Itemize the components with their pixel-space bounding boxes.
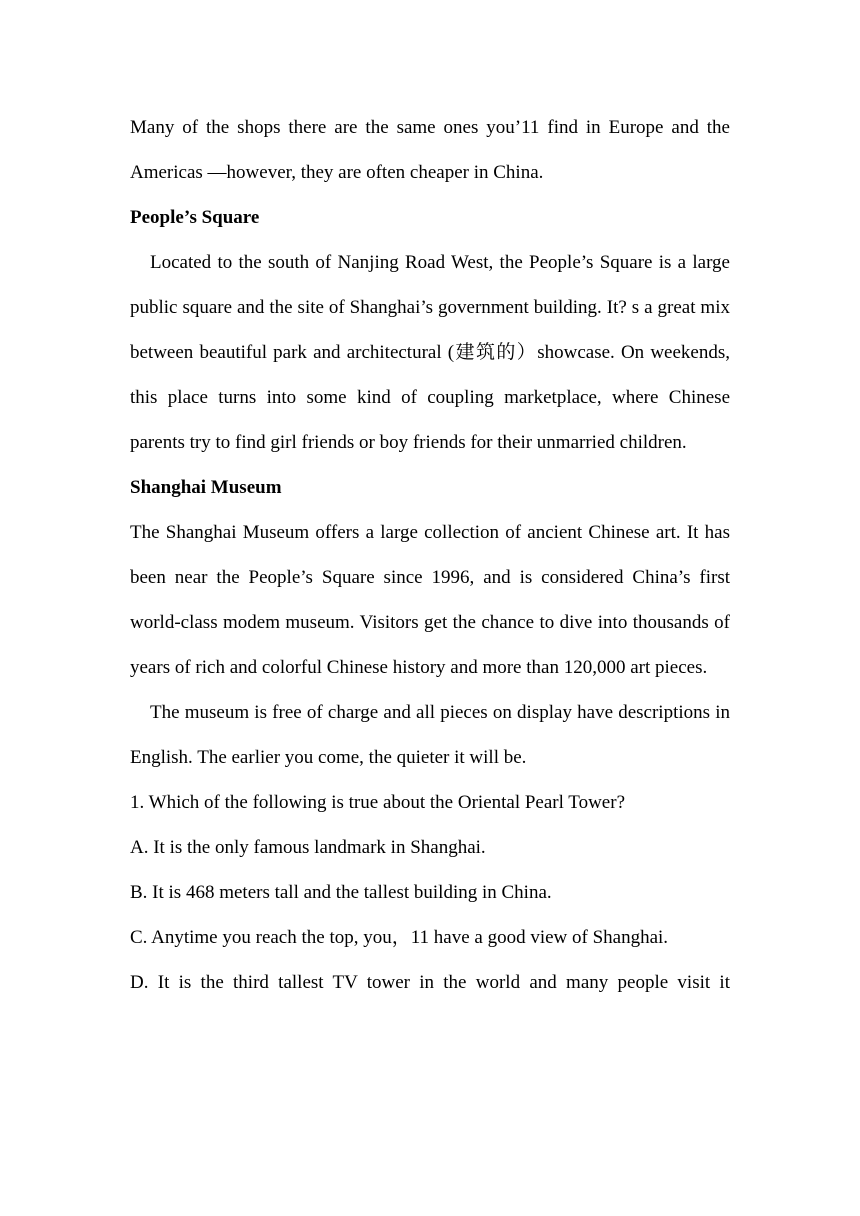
document-body bbox=[130, 105, 730, 1005]
question-1-option-c: C. Anytime you reach the top, you，11 have a good view of Shanghai. bbox=[130, 927, 669, 948]
paragraph-shops: Many of the shops there are the same ones you’11 find in Europe and the Americas —however, they are often cheaper in China. bbox=[130, 117, 730, 183]
paragraph-peoples-square: Located to the south of Nanjing Road West, the People’s Square is a large public square and the site of Shanghai’s government building. It? s a great mix between beautiful park and architectural (建筑的）showcase. On weekends, this place turns into some kind of coupling marketplace, where Chinese parents try to find girl friends or boy friends for their unmarried children. bbox=[130, 252, 730, 453]
paragraph-museum-visiting: The museum is free of charge and all pieces on display have descriptions in English. The earlier you come, the quieter it will be. bbox=[130, 702, 730, 768]
paragraph-museum-collection: The Shanghai Museum offers a large collection of ancient Chinese art. It has been near the People’s Square since 1996, and is considered China’s first world-class modem museum. Visitors get the chance to dive into thousands of years of rich and colorful Chinese history and more than 120,000 art pieces. bbox=[130, 522, 730, 678]
question-1-option-a: A. It is the only famous landmark in Shanghai. bbox=[130, 837, 486, 858]
question-1-option-b: B. It is 468 meters tall and the tallest building in China. bbox=[130, 882, 552, 903]
heading-shanghai-museum: Shanghai Museum bbox=[130, 477, 282, 498]
question-1-stem: 1. Which of the following is true about the Oriental Pearl Tower? bbox=[130, 792, 626, 813]
question-1-option-d: D. It is the third tallest TV tower in the world and many people visit it bbox=[130, 972, 730, 993]
heading-peoples-square: People’s Square bbox=[130, 207, 260, 228]
